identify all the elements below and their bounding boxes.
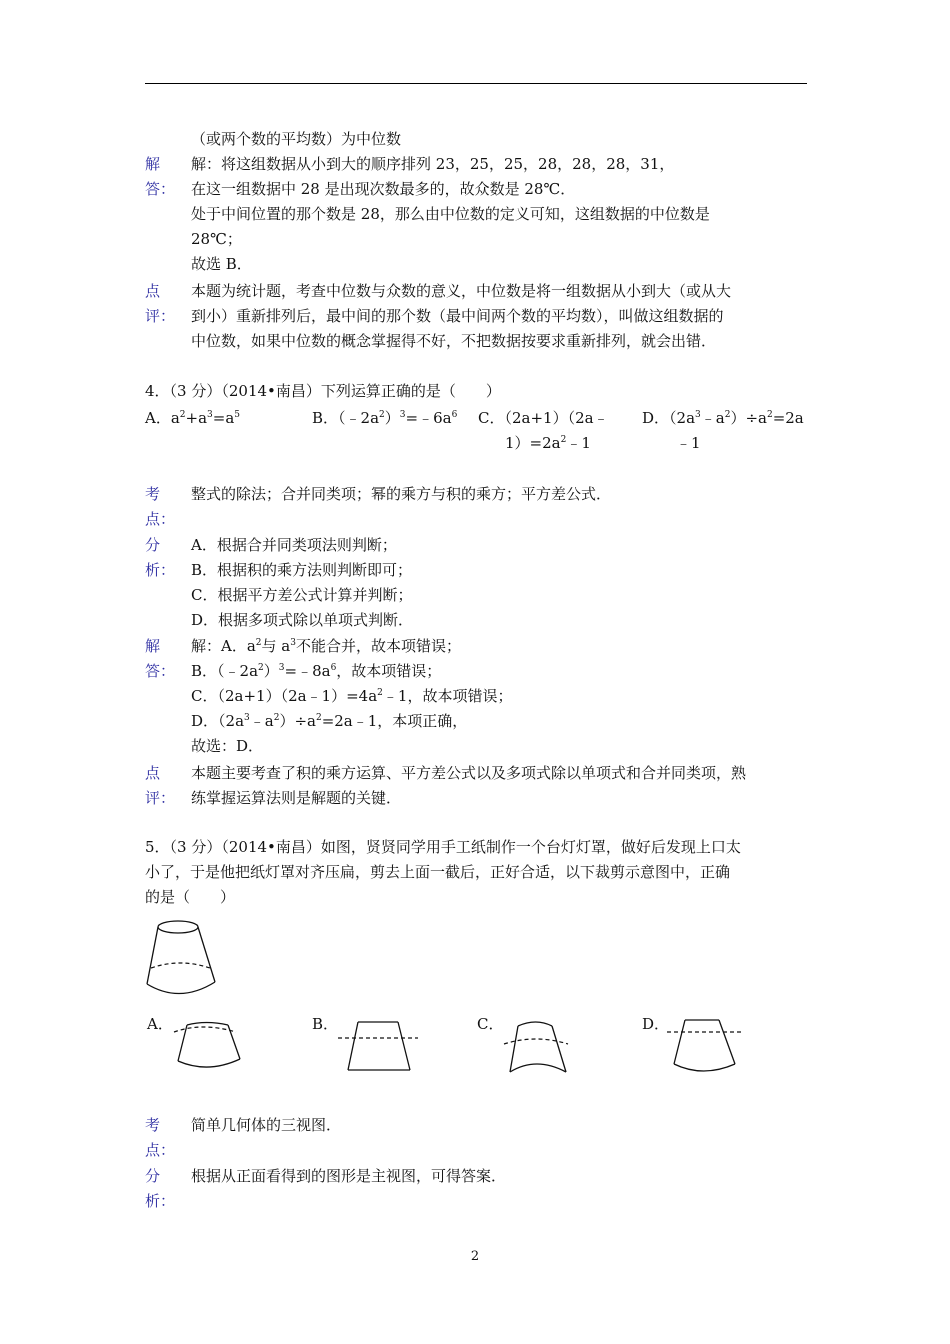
q3-answer-label: 答： (145, 180, 176, 198)
header-rule (145, 83, 807, 84)
q4-analysis-line: B．根据积的乘方法则判断即可； (191, 561, 413, 579)
q5-option-b-figure (336, 1014, 420, 1076)
q4-option-c: C．（2a+1）（2a﹣ (478, 409, 609, 427)
q5-point-text: 简单几何体的三视图． (191, 1116, 342, 1134)
q5-option-d-label: D． (642, 1015, 670, 1033)
q5-option-b-label: B． (312, 1015, 339, 1033)
q5-analysis-label: 分 (145, 1167, 161, 1185)
q3-answer-line: 28℃； (191, 230, 242, 248)
q5-point-label: 点： (145, 1141, 176, 1159)
q3-text-line: （或两个数的平均数）为中位数 (191, 130, 402, 148)
q4-answer-line: D．$(2a^3﹣a^2)\div a^2=2a﹣1$，本项正确， (191, 712, 468, 730)
q5-point-label: 考 (145, 1116, 161, 1134)
q4-point-text: 整式的除法；合并同类项；幂的乘方与积的乘方；平方差公式． (191, 485, 612, 503)
q4-option-c-cont: $1)=2a^2﹣1$ (505, 434, 591, 452)
q4-answer-label: 解 (145, 637, 161, 655)
q3-comment-line: 中位数，如果中位数的概念掌握得不好，不把数据按要求重新排列，就会出错． (191, 332, 717, 350)
q5-option-a-figure (166, 1014, 246, 1076)
q4-option-b: B．$(﹣2a^2)^3=﹣6a^6$ (312, 409, 458, 427)
q4-analysis-line: C．根据平方差公式计算并判断； (191, 586, 413, 604)
q4-answer-line: 解：A．$a^2$与 $a^3$不能合并，故本项错误； (191, 637, 461, 655)
q3-comment-label: 点 (145, 282, 161, 300)
q4-comment-line: 本题主要考查了积的乘方运算、平方差公式以及多项式除以单项式和合并同类项，熟 (191, 764, 747, 782)
q4-answer-label: 答： (145, 662, 176, 680)
q3-comment-line: 本题为统计题，考查中位数与众数的意义，中位数是将一组数据从小到大（或从大 (191, 282, 732, 300)
q5-stem-line: 5．（3 分）（2014•南昌）如图，贤贤同学用手工纸制作一个台灯灯罩，做好后发现上口太 (145, 838, 741, 856)
q4-option-d-cont: ﹣1 (676, 434, 701, 452)
q3-answer-label: 解 (145, 155, 161, 173)
q4-analysis-label: 分 (145, 536, 161, 554)
q5-analysis-text: 根据从正面看得到的图形是主视图，可得答案． (191, 1167, 507, 1185)
q4-analysis-label: 析： (145, 561, 176, 579)
q3-answer-line: 在这一组数据中 28 是出现次数最多的，故众数是 28℃． (191, 180, 576, 198)
q5-option-a-label: A． (147, 1015, 173, 1033)
q4-stem: 4．（3 分）（2014•南昌）下列运算正确的是（ ） (145, 382, 501, 400)
page-number: 2 (470, 1249, 480, 1264)
q4-comment-label: 点 (145, 764, 161, 782)
q5-stem-line: 的是（ ） (145, 888, 236, 906)
q4-answer-line: B．$(﹣2a^2)^3=﹣8a^6$，故本项错误； (191, 662, 442, 680)
q4-comment-label: 评： (145, 789, 176, 807)
q4-analysis-line: A．根据合并同类项法则判断； (191, 536, 397, 554)
q4-point-label: 点： (145, 510, 176, 528)
q4-option-a: A．$a^2+a^3=a^5$ (145, 409, 241, 427)
q3-answer-line: 故选 B． (191, 255, 252, 273)
q5-option-d-figure (665, 1014, 745, 1076)
q4-answer-line: C．$(2a+1)(2a﹣1)=4a^2﹣1$，故本项错误； (191, 687, 513, 705)
q5-analysis-label: 析： (145, 1192, 176, 1210)
q5-option-c-label: C． (477, 1015, 504, 1033)
q3-answer-line: 处于中间位置的那个数是 28，那么由中位数的定义可知，这组数据的中位数是 (191, 205, 710, 223)
q5-option-c-figure (500, 1014, 572, 1076)
lampshade-figure (142, 912, 222, 1002)
q3-comment-line: 到小）重新排列后，最中间的那个数（最中间两个数的平均数），叫做这组数据的 (191, 307, 724, 325)
q4-option-d: D．$(2a^3﹣a^2)\div a^2=2a$ (642, 409, 804, 427)
q4-point-label: 考 (145, 485, 161, 503)
q3-answer-line: 解：将这组数据从小到大的顺序排列 23，25，25，28，28，28，31， (191, 155, 675, 173)
q3-comment-label: 评： (145, 307, 176, 325)
q4-analysis-line: D．根据多项式除以单项式判断． (191, 611, 414, 629)
q4-answer-line: 故选：D． (191, 737, 264, 755)
q4-comment-line: 练掌握运算法则是解题的关键． (191, 789, 402, 807)
q5-stem-line: 小了，于是他把纸灯罩对齐压扁，剪去上面一截后，正好合适，以下裁剪示意图中，正确 (145, 863, 731, 881)
